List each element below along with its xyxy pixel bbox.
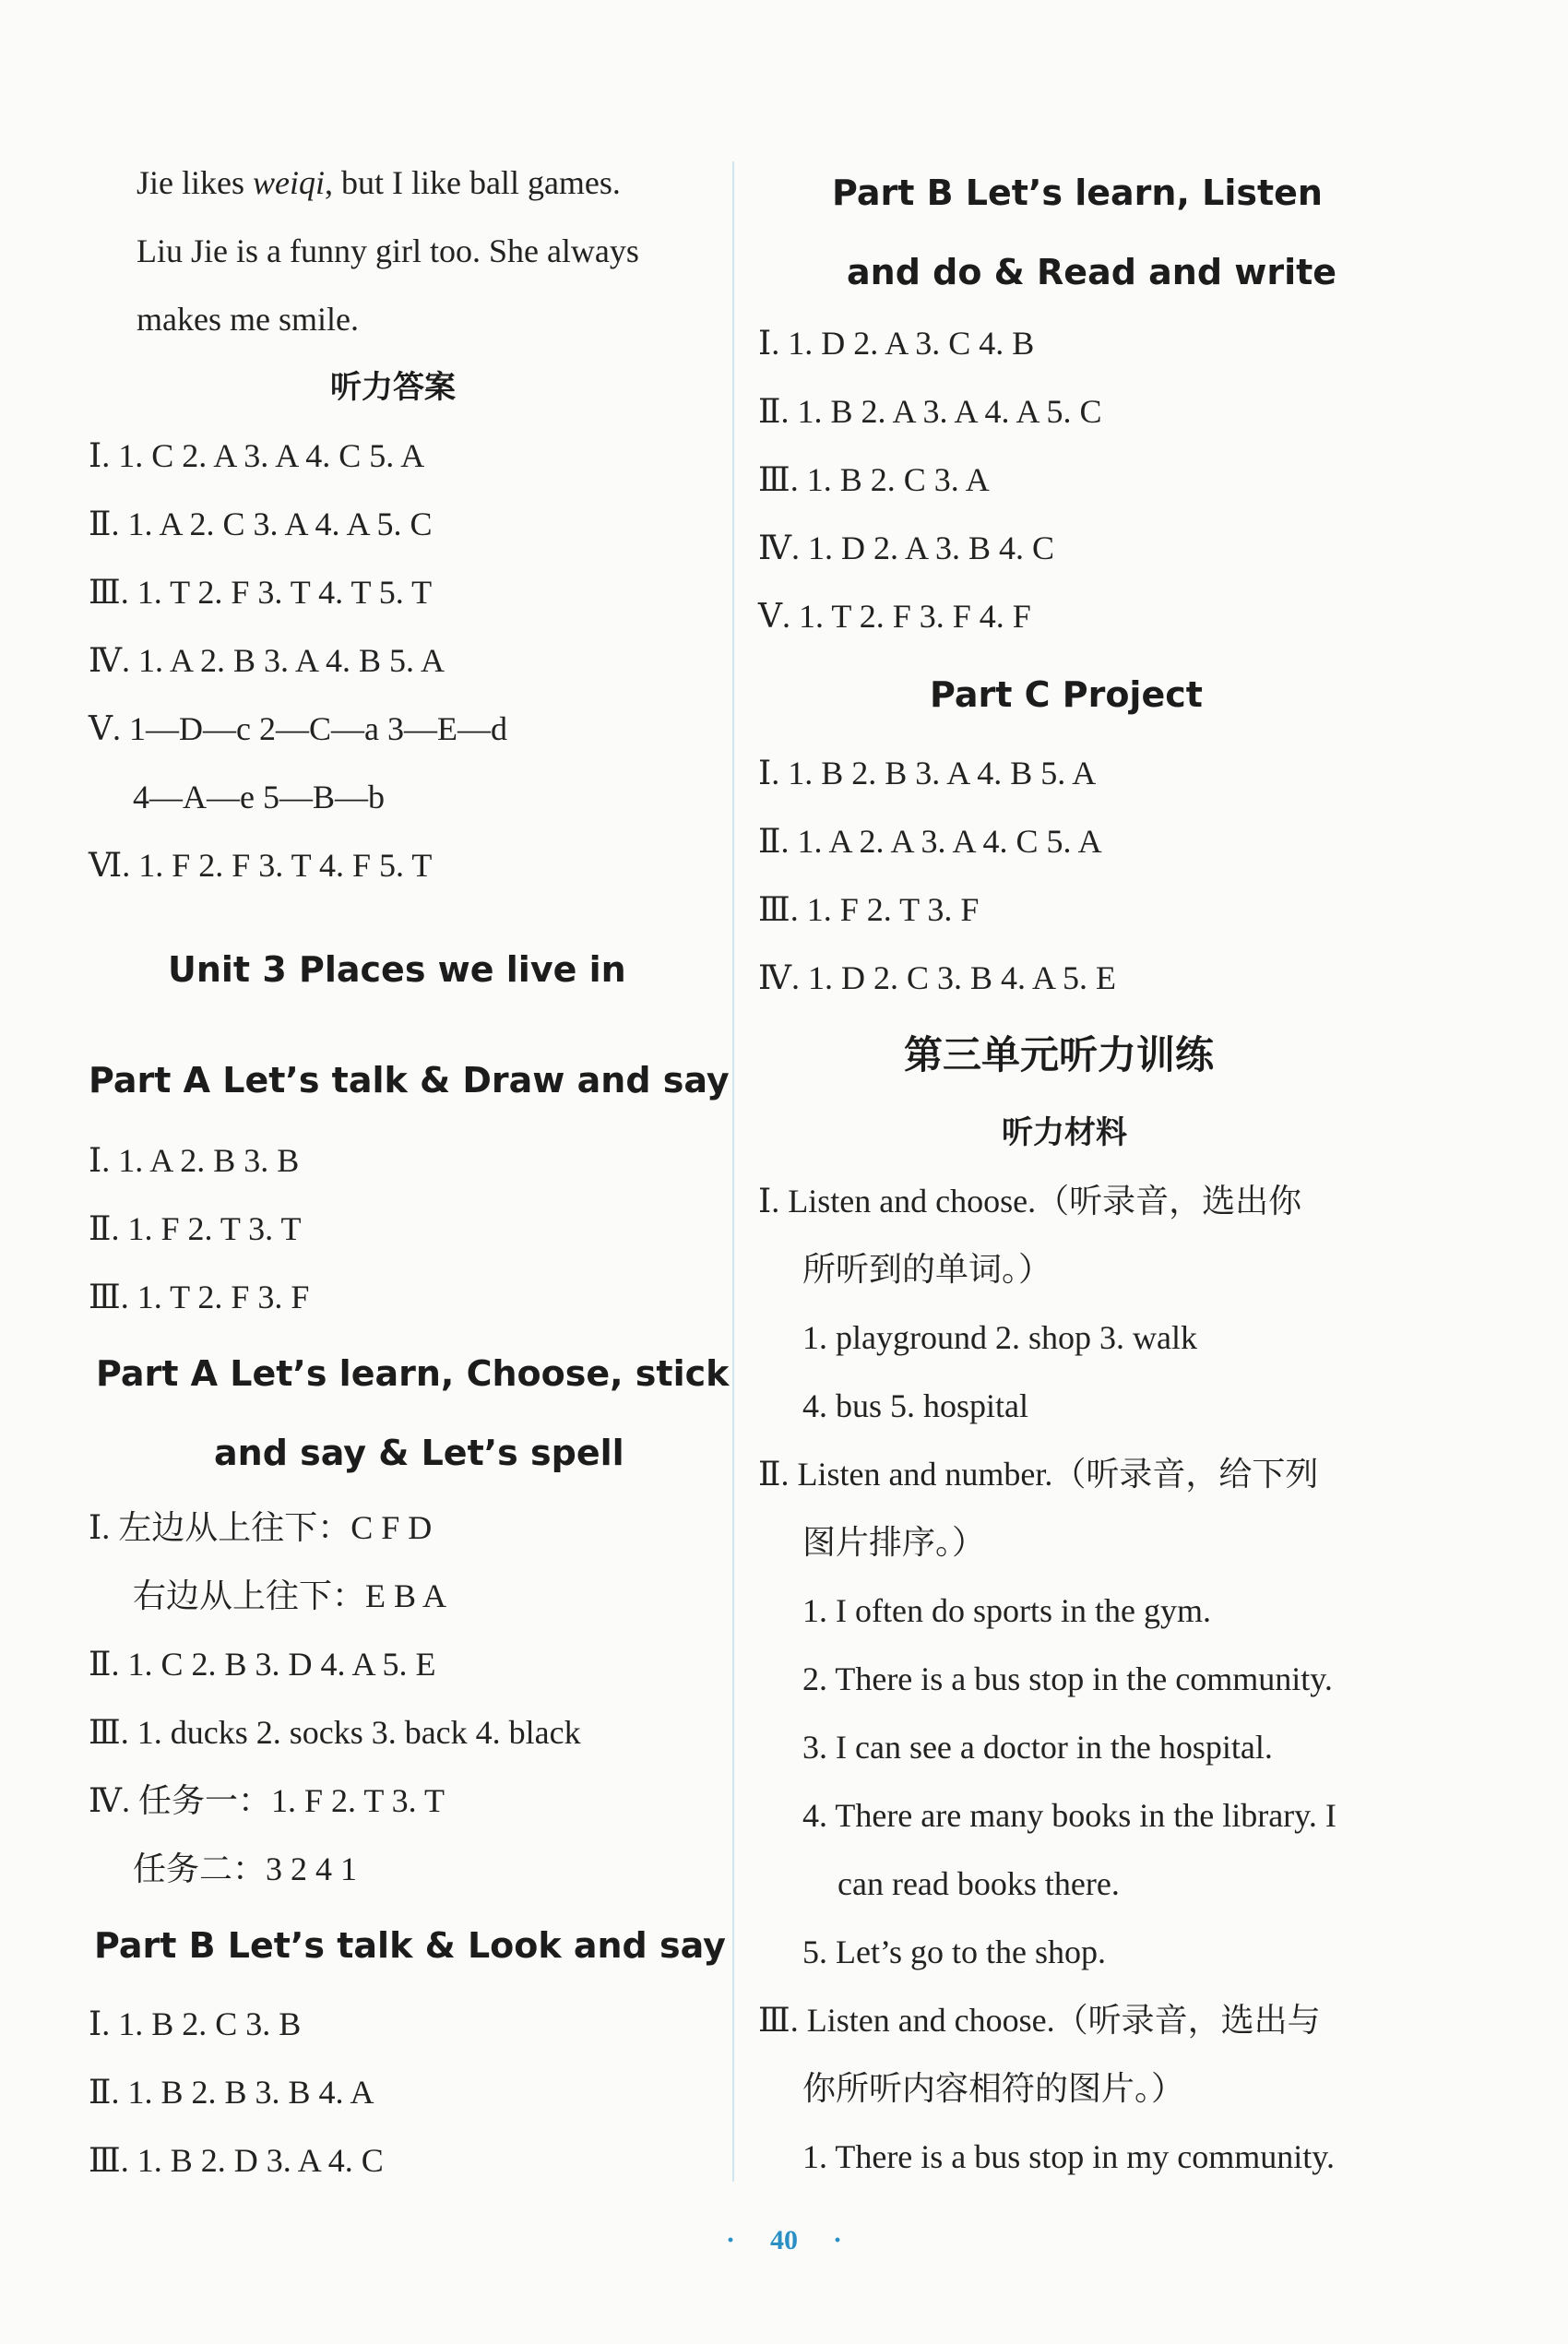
column-divider	[732, 161, 734, 2182]
answer-line: Ⅲ. 1. B 2. D 3. A 4. C	[89, 2142, 384, 2179]
material-line: 图片排序。）	[802, 1524, 986, 1561]
answer-line: Ⅳ. 1. D 2. C 3. B 4. A 5. E	[758, 959, 1117, 996]
material-line: 1. There is a bus stop in my community.	[802, 2138, 1335, 2175]
answer-line: 任务二：3 2 4 1	[133, 1850, 358, 1887]
listening-answers-title: 听力答案	[330, 369, 456, 406]
answer-line: Ⅰ. 1. D 2. A 3. C 4. B	[758, 325, 1035, 362]
answer-line: Ⅰ. 1. C 2. A 3. A 4. C 5. A	[89, 437, 425, 474]
answer-line: Ⅱ. 1. A 2. C 3. A 4. A 5. C	[89, 506, 433, 542]
part-a1-title: Part A Let’s talk & Draw and say	[89, 1060, 730, 1101]
answer-line: Ⅲ. 1. T 2. F 3. F	[89, 1279, 310, 1315]
answer-line: Ⅱ. 1. B 2. A 3. A 4. A 5. C	[758, 393, 1102, 430]
answer-line: Ⅱ. 1. B 2. B 3. B 4. A	[89, 2074, 374, 2111]
answer-line: Ⅴ. 1—D—c 2—C—a 3—E—d	[89, 710, 507, 747]
answer-line: 右边从上往下：E B A	[133, 1577, 447, 1614]
unit-listening-title: 第三单元听力训练	[904, 1032, 1215, 1077]
answer-line: Ⅰ. 1. B 2. B 3. A 4. B 5. A	[758, 755, 1097, 791]
answer-line: Ⅰ. 左边从上往下：C F D	[89, 1509, 433, 1546]
unit-title: Unit 3 Places we live in	[168, 949, 626, 990]
material-line: Ⅲ. Listen and choose.（听录音，选出与	[758, 2002, 1321, 2039]
answer-line: Ⅳ. 1. D 2. A 3. B 4. C	[758, 529, 1055, 566]
part-b1-title: Part B Let’s talk & Look and say	[94, 1925, 726, 1966]
answer-line: Ⅲ. 1. T 2. F 3. T 4. T 5. T	[89, 574, 433, 611]
material-line: 4. There are many books in the library. I	[802, 1797, 1336, 1834]
answer-line: Ⅱ. 1. A 2. A 3. A 4. C 5. A	[758, 823, 1102, 860]
answer-line: Ⅵ. 1. F 2. F 3. T 4. F 5. T	[89, 847, 433, 884]
intro-line-3: makes me smile.	[137, 301, 359, 338]
answer-line: Ⅱ. 1. F 2. T 3. T	[89, 1210, 302, 1247]
material-line: Ⅰ. Listen and choose.（听录音，选出你	[758, 1183, 1302, 1220]
part-a2-title-2: and say & Let’s spell	[214, 1433, 624, 1473]
material-line: 2. There is a bus stop in the community.	[802, 1660, 1333, 1697]
answer-line: Ⅰ. 1. A 2. B 3. B	[89, 1142, 300, 1179]
material-line: 5. Let’s go to the shop.	[802, 1934, 1106, 1970]
part-b2-title-2: and do & Read and write	[847, 252, 1337, 292]
answer-line: Ⅲ. 1. ducks 2. socks 3. back 4. black	[89, 1714, 581, 1751]
material-line: 3. I can see a doctor in the hospital.	[802, 1729, 1273, 1766]
material-line: 4. bus 5. hospital	[802, 1387, 1029, 1424]
part-c-title: Part C Project	[930, 674, 1203, 715]
answer-line: Ⅳ. 任务一：1. F 2. T 3. T	[89, 1782, 445, 1819]
answer-line: Ⅳ. 1. A 2. B 3. A 4. B 5. A	[89, 642, 445, 679]
answer-line: 4—A—e 5—B—b	[133, 779, 385, 815]
material-line: 1. I often do sports in the gym.	[802, 1592, 1211, 1629]
intro-line-2: Liu Jie is a funny girl too. She always	[137, 232, 639, 269]
part-a2-title-1: Part A Let’s learn, Choose, stick	[96, 1353, 730, 1394]
material-line: 所听到的单词。）	[802, 1251, 1052, 1288]
material-line: Ⅱ. Listen and number.（听录音，给下列	[758, 1456, 1319, 1493]
answer-line: Ⅲ. 1. B 2. C 3. A	[758, 461, 990, 498]
answer-line: Ⅴ. 1. T 2. F 3. F 4. F	[758, 598, 1031, 635]
material-line: can read books there.	[837, 1865, 1120, 1902]
answer-line: Ⅲ. 1. F 2. T 3. F	[758, 891, 980, 928]
part-b2-title-1: Part B Let’s learn, Listen	[832, 173, 1323, 213]
intro-line-1: Jie likes weiqi, but I like ball games.	[137, 164, 621, 201]
material-line: 1. playground 2. shop 3. walk	[802, 1319, 1197, 1356]
page-number-value: 40	[770, 2225, 798, 2255]
material-line: 你所听内容相符的图片。）	[802, 2070, 1185, 2107]
answer-line: Ⅱ. 1. C 2. B 3. D 4. A 5. E	[89, 1646, 436, 1683]
dot-left: ·	[725, 2225, 735, 2255]
listening-material-title: 听力材料	[1002, 1114, 1127, 1151]
dot-right: ·	[833, 2225, 843, 2255]
answer-line: Ⅰ. 1. B 2. C 3. B	[89, 2005, 302, 2042]
page-number	[0, 2225, 1568, 2256]
